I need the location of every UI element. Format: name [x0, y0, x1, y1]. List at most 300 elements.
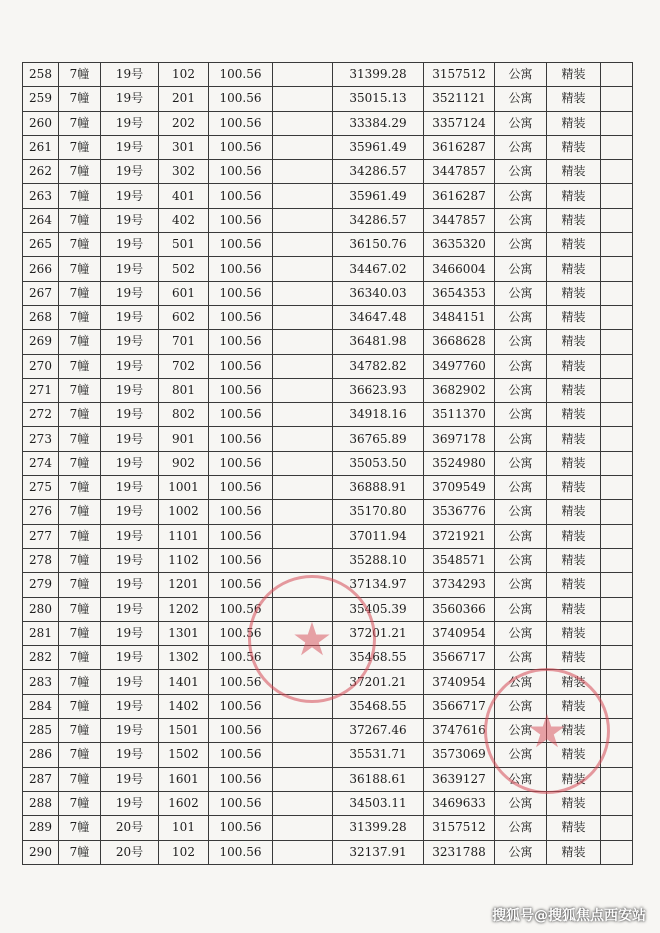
room-cell: 102	[159, 63, 209, 87]
type-cell: 公寓	[495, 694, 547, 718]
finish-cell: 精装	[547, 840, 601, 864]
extra-cell	[601, 621, 633, 645]
unit-price-cell: 36481.98	[333, 330, 424, 354]
unit-cell: 19号	[101, 233, 159, 257]
total-price-cell: 3511370	[424, 403, 495, 427]
room-cell: 302	[159, 160, 209, 184]
blank-cell	[273, 694, 333, 718]
type-cell: 公寓	[495, 87, 547, 111]
row-number-cell: 290	[23, 840, 59, 864]
blank-cell	[273, 135, 333, 159]
unit-cell: 20号	[101, 816, 159, 840]
room-cell: 1002	[159, 500, 209, 524]
extra-cell	[601, 233, 633, 257]
row-number-cell: 282	[23, 646, 59, 670]
total-price-cell: 3521121	[424, 87, 495, 111]
finish-cell: 精装	[547, 427, 601, 451]
extra-cell	[601, 791, 633, 815]
area-cell: 100.56	[209, 160, 273, 184]
unit-price-cell: 31399.28	[333, 816, 424, 840]
finish-cell: 精装	[547, 233, 601, 257]
extra-cell	[601, 670, 633, 694]
unit-cell: 19号	[101, 160, 159, 184]
unit-cell: 19号	[101, 208, 159, 232]
room-cell: 802	[159, 403, 209, 427]
type-cell: 公寓	[495, 160, 547, 184]
table-row	[23, 621, 633, 645]
blank-cell	[273, 354, 333, 378]
finish-cell: 精装	[547, 330, 601, 354]
total-price-cell: 3635320	[424, 233, 495, 257]
blank-cell	[273, 233, 333, 257]
table-row	[23, 63, 633, 87]
room-cell: 301	[159, 135, 209, 159]
area-cell: 100.56	[209, 719, 273, 743]
table-row	[23, 184, 633, 208]
total-price-cell: 3231788	[424, 840, 495, 864]
type-cell: 公寓	[495, 354, 547, 378]
unit-cell: 19号	[101, 281, 159, 305]
total-price-cell: 3566717	[424, 646, 495, 670]
total-price-cell: 3357124	[424, 111, 495, 135]
type-cell: 公寓	[495, 184, 547, 208]
room-cell: 101	[159, 816, 209, 840]
unit-cell: 19号	[101, 427, 159, 451]
type-cell: 公寓	[495, 476, 547, 500]
row-number-cell: 277	[23, 524, 59, 548]
room-cell: 1402	[159, 694, 209, 718]
unit-price-cell: 34503.11	[333, 791, 424, 815]
unit-cell: 19号	[101, 719, 159, 743]
type-cell: 公寓	[495, 330, 547, 354]
row-number-cell: 271	[23, 378, 59, 402]
unit-price-cell: 35531.71	[333, 743, 424, 767]
extra-cell	[601, 111, 633, 135]
unit-price-cell: 35288.10	[333, 548, 424, 572]
total-price-cell: 3616287	[424, 135, 495, 159]
building-cell: 7幢	[59, 646, 101, 670]
row-number-cell: 283	[23, 670, 59, 694]
type-cell: 公寓	[495, 597, 547, 621]
total-price-cell: 3740954	[424, 621, 495, 645]
row-number-cell: 260	[23, 111, 59, 135]
row-number-cell: 264	[23, 208, 59, 232]
row-number-cell: 274	[23, 451, 59, 475]
finish-cell: 精装	[547, 281, 601, 305]
area-cell: 100.56	[209, 135, 273, 159]
building-cell: 7幢	[59, 767, 101, 791]
room-cell: 1202	[159, 597, 209, 621]
unit-price-cell: 37201.21	[333, 670, 424, 694]
unit-price-cell: 34647.48	[333, 305, 424, 329]
building-cell: 7幢	[59, 743, 101, 767]
extra-cell	[601, 281, 633, 305]
room-cell: 701	[159, 330, 209, 354]
table-row	[23, 573, 633, 597]
blank-cell	[273, 548, 333, 572]
room-cell: 1301	[159, 621, 209, 645]
area-cell: 100.56	[209, 111, 273, 135]
extra-cell	[601, 63, 633, 87]
building-cell: 7幢	[59, 621, 101, 645]
finish-cell: 精装	[547, 160, 601, 184]
unit-cell: 19号	[101, 646, 159, 670]
extra-cell	[601, 597, 633, 621]
area-cell: 100.56	[209, 500, 273, 524]
type-cell: 公寓	[495, 767, 547, 791]
blank-cell	[273, 257, 333, 281]
building-cell: 7幢	[59, 281, 101, 305]
building-cell: 7幢	[59, 330, 101, 354]
price-table-body	[23, 63, 633, 865]
blank-cell	[273, 184, 333, 208]
table-row	[23, 354, 633, 378]
total-price-cell: 3548571	[424, 548, 495, 572]
room-cell: 702	[159, 354, 209, 378]
room-cell: 1102	[159, 548, 209, 572]
building-cell: 7幢	[59, 257, 101, 281]
blank-cell	[273, 111, 333, 135]
extra-cell	[601, 767, 633, 791]
area-cell: 100.56	[209, 87, 273, 111]
room-cell: 401	[159, 184, 209, 208]
unit-cell: 19号	[101, 573, 159, 597]
unit-price-cell: 36623.93	[333, 378, 424, 402]
total-price-cell: 3654353	[424, 281, 495, 305]
unit-cell: 19号	[101, 767, 159, 791]
type-cell: 公寓	[495, 500, 547, 524]
unit-price-cell: 37267.46	[333, 719, 424, 743]
extra-cell	[601, 403, 633, 427]
unit-cell: 19号	[101, 305, 159, 329]
type-cell: 公寓	[495, 281, 547, 305]
blank-cell	[273, 63, 333, 87]
unit-cell: 19号	[101, 670, 159, 694]
blank-cell	[273, 743, 333, 767]
blank-cell	[273, 500, 333, 524]
total-price-cell: 3157512	[424, 816, 495, 840]
row-number-cell: 289	[23, 816, 59, 840]
area-cell: 100.56	[209, 816, 273, 840]
total-price-cell: 3157512	[424, 63, 495, 87]
building-cell: 7幢	[59, 305, 101, 329]
extra-cell	[601, 573, 633, 597]
extra-cell	[601, 451, 633, 475]
blank-cell	[273, 791, 333, 815]
unit-cell: 19号	[101, 476, 159, 500]
type-cell: 公寓	[495, 743, 547, 767]
table-row	[23, 111, 633, 135]
total-price-cell: 3536776	[424, 500, 495, 524]
blank-cell	[273, 403, 333, 427]
row-number-cell: 270	[23, 354, 59, 378]
building-cell: 7幢	[59, 427, 101, 451]
unit-cell: 19号	[101, 257, 159, 281]
unit-price-cell: 35961.49	[333, 135, 424, 159]
type-cell: 公寓	[495, 233, 547, 257]
room-cell: 502	[159, 257, 209, 281]
unit-price-cell: 36765.89	[333, 427, 424, 451]
building-cell: 7幢	[59, 791, 101, 815]
row-number-cell: 285	[23, 719, 59, 743]
room-cell: 501	[159, 233, 209, 257]
building-cell: 7幢	[59, 135, 101, 159]
extra-cell	[601, 135, 633, 159]
unit-price-cell: 37011.94	[333, 524, 424, 548]
row-number-cell: 279	[23, 573, 59, 597]
extra-cell	[601, 354, 633, 378]
unit-price-cell: 37134.97	[333, 573, 424, 597]
extra-cell	[601, 840, 633, 864]
building-cell: 7幢	[59, 719, 101, 743]
area-cell: 100.56	[209, 524, 273, 548]
row-number-cell: 266	[23, 257, 59, 281]
type-cell: 公寓	[495, 816, 547, 840]
finish-cell: 精装	[547, 208, 601, 232]
table-row	[23, 233, 633, 257]
finish-cell: 精装	[547, 111, 601, 135]
building-cell: 7幢	[59, 597, 101, 621]
table-row	[23, 548, 633, 572]
blank-cell	[273, 670, 333, 694]
room-cell: 1602	[159, 791, 209, 815]
blank-cell	[273, 621, 333, 645]
area-cell: 100.56	[209, 767, 273, 791]
type-cell: 公寓	[495, 305, 547, 329]
row-number-cell: 278	[23, 548, 59, 572]
unit-cell: 19号	[101, 354, 159, 378]
total-price-cell: 3447857	[424, 160, 495, 184]
row-number-cell: 268	[23, 305, 59, 329]
extra-cell	[601, 476, 633, 500]
total-price-cell: 3734293	[424, 573, 495, 597]
finish-cell: 精装	[547, 257, 601, 281]
finish-cell: 精装	[547, 548, 601, 572]
row-number-cell: 263	[23, 184, 59, 208]
finish-cell: 精装	[547, 791, 601, 815]
room-cell: 1601	[159, 767, 209, 791]
building-cell: 7幢	[59, 816, 101, 840]
unit-price-cell: 34467.02	[333, 257, 424, 281]
area-cell: 100.56	[209, 548, 273, 572]
row-number-cell: 288	[23, 791, 59, 815]
table-row	[23, 378, 633, 402]
table-row	[23, 670, 633, 694]
blank-cell	[273, 208, 333, 232]
total-price-cell: 3566717	[424, 694, 495, 718]
area-cell: 100.56	[209, 791, 273, 815]
area-cell: 100.56	[209, 208, 273, 232]
unit-price-cell: 36340.03	[333, 281, 424, 305]
table-row	[23, 743, 633, 767]
finish-cell: 精装	[547, 354, 601, 378]
building-cell: 7幢	[59, 524, 101, 548]
total-price-cell: 3616287	[424, 184, 495, 208]
area-cell: 100.56	[209, 743, 273, 767]
building-cell: 7幢	[59, 500, 101, 524]
blank-cell	[273, 719, 333, 743]
finish-cell: 精装	[547, 135, 601, 159]
blank-cell	[273, 281, 333, 305]
watermark: 搜狐号@搜狐焦点西安站	[492, 908, 646, 924]
finish-cell: 精装	[547, 694, 601, 718]
row-number-cell: 265	[23, 233, 59, 257]
building-cell: 7幢	[59, 184, 101, 208]
unit-price-cell: 37201.21	[333, 621, 424, 645]
type-cell: 公寓	[495, 670, 547, 694]
area-cell: 100.56	[209, 476, 273, 500]
price-table	[22, 62, 633, 865]
unit-price-cell: 35170.80	[333, 500, 424, 524]
extra-cell	[601, 500, 633, 524]
finish-cell: 精装	[547, 743, 601, 767]
type-cell: 公寓	[495, 403, 547, 427]
unit-price-cell: 35468.55	[333, 646, 424, 670]
room-cell: 1001	[159, 476, 209, 500]
room-cell: 102	[159, 840, 209, 864]
area-cell: 100.56	[209, 184, 273, 208]
extra-cell	[601, 160, 633, 184]
total-price-cell: 3469633	[424, 791, 495, 815]
total-price-cell: 3747616	[424, 719, 495, 743]
blank-cell	[273, 597, 333, 621]
finish-cell: 精装	[547, 305, 601, 329]
finish-cell: 精装	[547, 670, 601, 694]
building-cell: 7幢	[59, 354, 101, 378]
unit-price-cell: 33384.29	[333, 111, 424, 135]
finish-cell: 精装	[547, 573, 601, 597]
type-cell: 公寓	[495, 573, 547, 597]
blank-cell	[273, 767, 333, 791]
area-cell: 100.56	[209, 281, 273, 305]
row-number-cell: 284	[23, 694, 59, 718]
building-cell: 7幢	[59, 233, 101, 257]
extra-cell	[601, 719, 633, 743]
extra-cell	[601, 694, 633, 718]
total-price-cell: 3484151	[424, 305, 495, 329]
table-row	[23, 816, 633, 840]
area-cell: 100.56	[209, 63, 273, 87]
building-cell: 7幢	[59, 208, 101, 232]
extra-cell	[601, 524, 633, 548]
room-cell: 601	[159, 281, 209, 305]
room-cell: 402	[159, 208, 209, 232]
blank-cell	[273, 840, 333, 864]
total-price-cell: 3682902	[424, 378, 495, 402]
table-row	[23, 427, 633, 451]
total-price-cell: 3709549	[424, 476, 495, 500]
building-cell: 7幢	[59, 476, 101, 500]
room-cell: 202	[159, 111, 209, 135]
blank-cell	[273, 330, 333, 354]
table-row	[23, 524, 633, 548]
table-row	[23, 135, 633, 159]
unit-cell: 19号	[101, 451, 159, 475]
extra-cell	[601, 743, 633, 767]
table-row	[23, 305, 633, 329]
unit-cell: 19号	[101, 87, 159, 111]
room-cell: 201	[159, 87, 209, 111]
total-price-cell: 3466004	[424, 257, 495, 281]
row-number-cell: 262	[23, 160, 59, 184]
room-cell: 1101	[159, 524, 209, 548]
unit-price-cell: 36888.91	[333, 476, 424, 500]
row-number-cell: 261	[23, 135, 59, 159]
unit-price-cell: 34782.82	[333, 354, 424, 378]
unit-price-cell: 32137.91	[333, 840, 424, 864]
room-cell: 1201	[159, 573, 209, 597]
unit-cell: 19号	[101, 403, 159, 427]
type-cell: 公寓	[495, 621, 547, 645]
blank-cell	[273, 573, 333, 597]
area-cell: 100.56	[209, 233, 273, 257]
unit-price-cell: 35405.39	[333, 597, 424, 621]
total-price-cell: 3573069	[424, 743, 495, 767]
total-price-cell: 3497760	[424, 354, 495, 378]
row-number-cell: 272	[23, 403, 59, 427]
blank-cell	[273, 451, 333, 475]
unit-price-cell: 31399.28	[333, 63, 424, 87]
building-cell: 7幢	[59, 840, 101, 864]
extra-cell	[601, 330, 633, 354]
type-cell: 公寓	[495, 208, 547, 232]
area-cell: 100.56	[209, 378, 273, 402]
table-row	[23, 476, 633, 500]
building-cell: 7幢	[59, 548, 101, 572]
blank-cell	[273, 378, 333, 402]
table-row	[23, 208, 633, 232]
unit-cell: 19号	[101, 694, 159, 718]
extra-cell	[601, 184, 633, 208]
blank-cell	[273, 87, 333, 111]
area-cell: 100.56	[209, 646, 273, 670]
extra-cell	[601, 87, 633, 111]
total-price-cell: 3740954	[424, 670, 495, 694]
building-cell: 7幢	[59, 87, 101, 111]
table-row	[23, 840, 633, 864]
finish-cell: 精装	[547, 646, 601, 670]
type-cell: 公寓	[495, 378, 547, 402]
area-cell: 100.56	[209, 670, 273, 694]
unit-cell: 19号	[101, 135, 159, 159]
row-number-cell: 287	[23, 767, 59, 791]
area-cell: 100.56	[209, 354, 273, 378]
table-row	[23, 791, 633, 815]
table-row	[23, 281, 633, 305]
extra-cell	[601, 305, 633, 329]
finish-cell: 精装	[547, 378, 601, 402]
room-cell: 1501	[159, 719, 209, 743]
row-number-cell: 273	[23, 427, 59, 451]
finish-cell: 精装	[547, 597, 601, 621]
building-cell: 7幢	[59, 670, 101, 694]
unit-price-cell: 34286.57	[333, 160, 424, 184]
total-price-cell: 3524980	[424, 451, 495, 475]
area-cell: 100.56	[209, 573, 273, 597]
row-number-cell: 286	[23, 743, 59, 767]
room-cell: 801	[159, 378, 209, 402]
unit-cell: 19号	[101, 378, 159, 402]
row-number-cell: 276	[23, 500, 59, 524]
unit-cell: 19号	[101, 111, 159, 135]
area-cell: 100.56	[209, 305, 273, 329]
unit-cell: 19号	[101, 621, 159, 645]
table-row	[23, 451, 633, 475]
room-cell: 901	[159, 427, 209, 451]
total-price-cell: 3668628	[424, 330, 495, 354]
area-cell: 100.56	[209, 621, 273, 645]
finish-cell: 精装	[547, 451, 601, 475]
